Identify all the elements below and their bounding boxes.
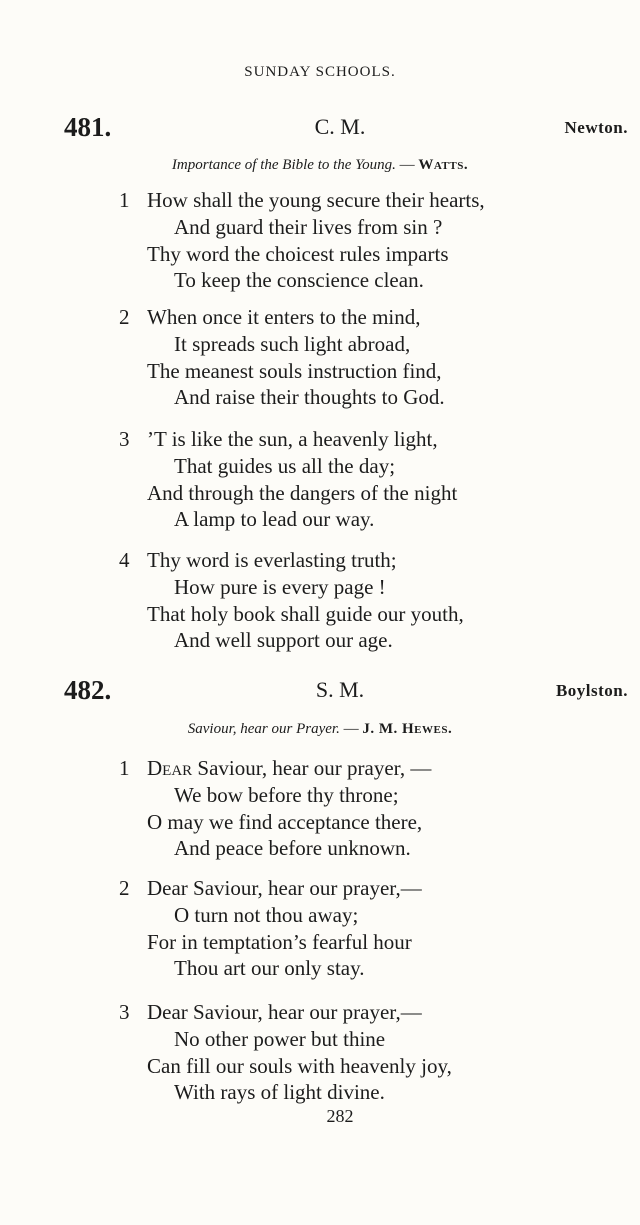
verse-line: That holy book shall guide our youth,	[147, 602, 464, 626]
verse-line	[147, 756, 431, 781]
hymn-title: Saviour, hear our Prayer.	[187, 721, 340, 737]
verse-line: Thy word is everlasting truth;	[147, 548, 397, 572]
verse-line: A lamp to lead our way.	[174, 507, 375, 531]
tune-name: Newton.	[564, 118, 628, 137]
hymn-header	[0, 675, 640, 709]
hymn-title: Importance of the Bible to the Young.	[171, 157, 396, 173]
verse-number: 3	[119, 1000, 130, 1024]
verse-line: For in temptation’s fearful hour	[147, 930, 412, 954]
verse-line: And well support our age.	[174, 628, 393, 652]
hymn-subtitle	[0, 157, 640, 174]
verse-first-word: Dear	[147, 756, 193, 780]
verse-line: To keep the conscience clean.	[174, 268, 424, 292]
verse-line: Dear Saviour, hear our prayer,—	[147, 1000, 422, 1024]
verse-line: And through the dangers of the night	[147, 481, 458, 505]
hymn-number: 481.	[64, 112, 112, 142]
verse-line: The meanest souls instruction find,	[147, 359, 442, 383]
verse-line: No other power but thine	[174, 1027, 386, 1051]
page-number: 282	[326, 1106, 354, 1126]
author-separator: —	[395, 157, 415, 173]
verse-number: 2	[119, 305, 130, 329]
verse-number: 4	[119, 548, 130, 572]
verse-number: 1	[119, 188, 130, 212]
verse-line: And guard their lives from sin ?	[174, 215, 443, 239]
verse-line: And raise their thoughts to God.	[174, 385, 445, 409]
verse-line: Thy word the choicest rules imparts	[147, 242, 449, 266]
hymn-author: Watts.	[418, 157, 469, 173]
verse-number: 2	[119, 876, 130, 900]
verse-line: ’T is like the sun, a heavenly light,	[147, 427, 438, 451]
hymn-header	[0, 112, 640, 146]
verse-line: How pure is every page !	[174, 575, 386, 599]
running-head: SUNDAY SCHOOLS.	[244, 64, 396, 80]
tune-name: Boylston.	[555, 681, 628, 700]
verse-line: With rays of light divine.	[174, 1080, 385, 1104]
hymn-meter: S. M.	[315, 677, 365, 702]
verse-line: O turn not thou away;	[174, 903, 359, 927]
verse-line: That guides us all the day;	[174, 454, 396, 478]
verse-line: It spreads such light abroad,	[174, 332, 411, 356]
verse-line: When once it enters to the mind,	[147, 305, 421, 329]
verse-number: 1	[119, 756, 130, 780]
verse-line: O may we find acceptance there,	[147, 810, 423, 834]
verse-line: We bow before thy throne;	[174, 783, 399, 807]
hymn-author: J. M. Hewes.	[362, 721, 453, 737]
hymn-meter: C. M.	[314, 114, 366, 139]
verse-line-rest: Saviour, hear our prayer, —	[192, 756, 432, 780]
verse-line: Can fill our souls with heavenly joy,	[147, 1054, 452, 1078]
hymn-subtitle	[0, 721, 640, 738]
hymn-number: 482.	[64, 675, 112, 705]
author-separator: —	[339, 721, 359, 737]
verse-line: Dear Saviour, hear our prayer,—	[147, 876, 422, 900]
verse-line: And peace before unknown.	[174, 836, 411, 860]
verse-line: How shall the young secure their hearts,	[147, 188, 485, 212]
verse-line: Thou art our only stay.	[174, 956, 365, 980]
verse-number: 3	[119, 427, 130, 451]
